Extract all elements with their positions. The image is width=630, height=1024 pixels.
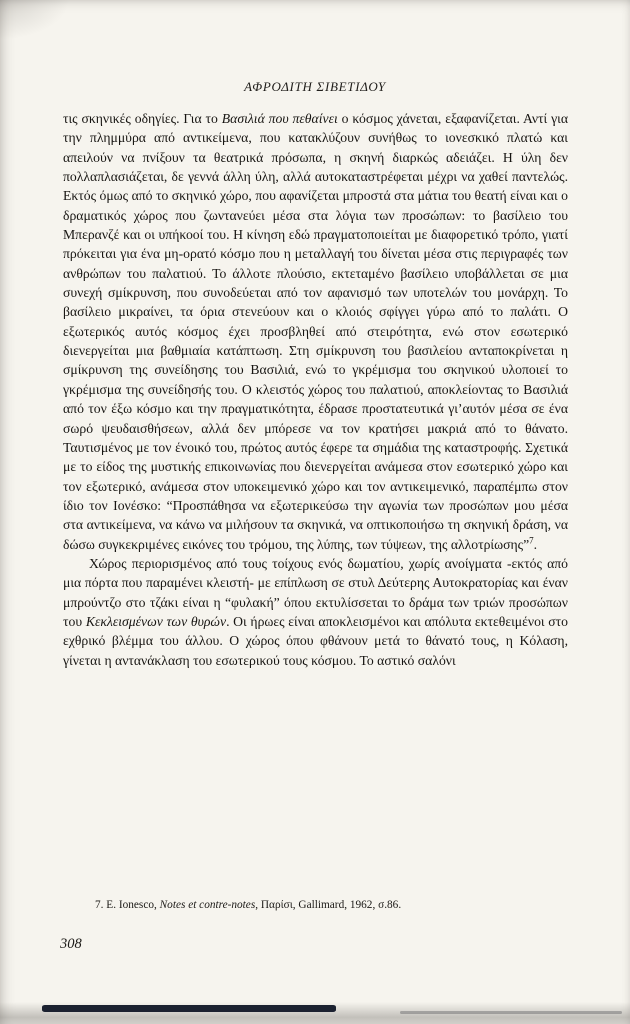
- text-segment: . Οι ήρωες είναι αποκλεισμένοι και απόλυτα εκτεθειμένοι στο εχθρικό βλέμμα του άλλου. Ο χώρος όπου φθάνουν μετά το θάνατό τους, η Κόλαση, γίνεται η αντανάκλαση του εσωτερικού τους κόσμου. Το αστικό σαλόνι: [63, 613, 568, 668]
- text-segment: Χώρος περιορισμένος από τους τοίχους ενός δωματίου, χωρίς ανοίγματα -εκτός από μια πόρτα που παραμένει κλειστή- με επίπλωση σε στυλ Δεύτερης Αυτοκρατορίας και έναν μπρούντζο στο τζάκι είναι η “φυλακή” όπου εκτυλίσσεται το δράμα των τριών προσώπων του: [63, 555, 568, 629]
- text-segment: Κεκλεισμένων των θυρών: [85, 613, 227, 629]
- text-segment: .: [533, 536, 538, 552]
- scan-artifact-dark-line: [42, 1005, 336, 1012]
- text-segment: 7: [529, 535, 534, 545]
- text-segment: Notes et contre-notes: [159, 899, 256, 911]
- text-segment: τις σκηνικές οδηγίες. Για το: [63, 111, 222, 126]
- text-segment: , Παρίσι, Gallimard, 1962, σ.86.: [255, 899, 402, 911]
- scan-artifact-faint-line: [400, 1011, 622, 1014]
- text-segment: ο κόσμος χάνεται, εξαφανίζεται. Αντί για την πλημμύρα από αντικείμενα, που κατακλύζουν συνήθως το ιονεσκικό πλατώ και απειλούν να πνίξουν τα θεατρικά πρόσωπα, η σκηνή διαρκώς αδειάζει. Η ύλη δεν πολλαπλασιάζεται, δε γεννά άλλη ύλη, αλλά αυτοκαταστρέφεται μέχρι να χαθεί παντελώς. Εκτός όμως από το σκηνικό χώρο, που αφανίζεται μπροστά στα μάτια του θεατή είναι και ο δραματικός χώρος που ζωντανεύει μέσα στα λόγια των προσώπων: το βασίλειο του Μπερανζέ και οι υπήκοοί του. Η κίνηση εδώ πραγματοποιείται με διαφορετικό τρόπο, γιατί πρόκειται για ένα μη-ορατό κόσμο που η μεταλλαγή του δίνεται μέσα στις περιγραφές των ανθρώπων του παλατιού. Το άλλοτε πλούσιο, εκτεταμένο βασίλειο υποβάλλεται σε μια συνεχή σμίκρυνση, που συνοδεύεται από τον αφανισμό των υποτελών του μονάρχη. Το βασίλειο μικραίνει, τα όρια στενεύουν και ο κλοιός σφίγγει γύρω από το παλάτι. Ο εξωτερικός αυτός κόσμος έχει προσβληθεί από στειρότητα, ενώ στον εσωτερικό διενεργείται μια βαθμιαία κατάπτωση. Στη σμίκρυνση του βασιλείου ανταποκρίνεται η σμίκρυνση της συνείδησης του Βασιλιά, ενώ το γκρέμισμα του σκηνικού υλοποιεί το γκρέμισμα της συνείδησής του. Ο κλειστός χώρος του παλατιού, αποκλείοντας το Βασιλιά από τον έξω κόσμο και την πραγματικότητα, έδρασε προστατευτικά γι’αυτόν μέσα σε ένα σωρό ψευδαισθήσεων, αλλά δεν μπόρεσε να τον κρατήσει μακριά από το θάνατο. Ταυτισμένος με τον ένοικό του, πρώτος αυτός έφερε τα σημάδια της καταστροφής. Σχετικά με το είδος της μυστικής επικοινωνίας που διενεργείται ανάμεσα στον εσωτερικό χώρο και τον εξωτερικό, ανάμεσα στον υποκειμενικό χώρο και τον αντικειμενικό, παραπέμπω στον ίδιο τον Ιονέσκο: “Προσπάθησα να εξωτερικεύσω την αγωνία των προσώπων μου μέσα στα αντικείμενα, να κάνω να μιλήσουν τα σκηνικά, να οπτικοποιήσω τη σκηνική δράση, να δώσω συγκεκριμένες εικόνες του τρόμου, της λύπης, των τύψεων, της αλλοτρίωσης”: [63, 111, 569, 552]
- body-text: [63, 109, 568, 670]
- scan-corner-smudge: [0, 0, 70, 40]
- footnote-text: [63, 898, 568, 913]
- running-header-author: ΑΦΡΟΔΙΤΗ ΣΙΒΕΤΙΔΟΥ: [244, 79, 386, 94]
- paragraph: [63, 109, 568, 554]
- text-segment: 7. E. Ionesco,: [95, 899, 160, 911]
- paragraph: [63, 554, 568, 670]
- text-segment: Βασιλιά που πεθαίνει: [221, 111, 338, 126]
- page-number: 308: [60, 936, 82, 952]
